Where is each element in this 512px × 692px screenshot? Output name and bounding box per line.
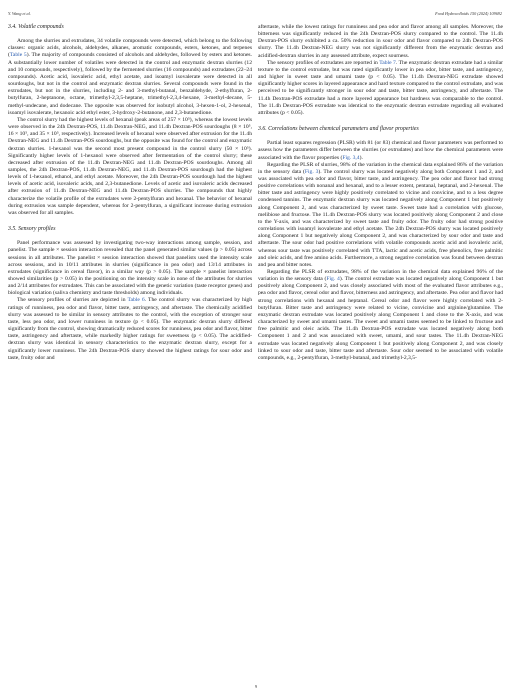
paragraph: Among the slurries and extrudates, 34 volatile compounds were detected, which belong to the following classes: organic acids, alcohols, aldehydes, alkanes, aromatic compounds, esters, ketones, and terpenes (Table 5). The majority of compounds consisted of alcohols and aldehydes, followed by esters and ketones. A substantially lower number of volatiles were detected in the control and enzymatic dextran slurries (12 and 10 compounds, respectively), followed by the fermented slurries (16 compounds) and extrudates (22–24 compounds). Acetic acid, isovaleric acid, ethyl acetate, and isoamyl isovalerate were detected in all sourdoughs, but not in the control and enzymatic dextran slurries. Several compounds were found in the extrudates, but not in the slurries, including 2- and 3-methyl-butanal, benzaldehyde, 2-ethylfuran, 2-butylfuran, 2-heptanone, octane, trimethyl-2,3,5-heptane, trimethyl-2,3,4-hexane, 3-methyl-decane, 5-methyl-undecane, and dodecane. The opposite was observed for isobutyl alcohol, 3-hexen-1-ol, 2-hexenal, isoamyl isovalerate, hexanoic acid ethyl ester, 3-hydroxy-2-butanone, and 2,3-butanedione. (8, 38, 252, 116)
paragraph: aftertaste, while the lowest ratings for runniness and pea odor and flavor among all samples. Moreover, the bitterness was significantly reduced in the 24h Dextran-POS slurry compared to the control. The 11.4h Dextran-POS slurry exhibited a ca. 50% reduction in sour odor and flavor compared to 24h Dextran-POS slurry. The 11.4h Dextran-NEG slurry was not significantly different from the enzymatic dextran and acidified-dextran slurries in any assessed attribute, expect sourness. (258, 24, 503, 59)
paragraph: The sensory profiles of extrudates are reported in Table 7. The enzymatic dextran extrudate had a similar texture to the control extrudate, but was rated significantly lower in pea odor, bitter taste, and astringency, and higher in sweet taste and umami taste (p < 0.05). The 11.4h Dextran-NEG extrudate showed significantly higher scores in layered appearance and hard texture compared to the control extrudate, and was perceived to be significantly stronger in sour odor and taste, bitter taste, astringency, and aftertaste. The 11.4h Dextran-POS extrudate had a more layered appearance but hardness was comparable to the control. The 11.4h Dextran-POS extrudate was identical to the enzymatic dextran extrudate regarding all evaluated attributes (p < 0.05). (258, 59, 503, 116)
section-title-volatile-compounds: 3.4. Volatile compounds (8, 24, 64, 30)
paragraph: Partial least squares regression (PLSR) with 81 (or 83) chemical and flavor parameters was performed to assess how the parameters differ between the slurries (or extrudates) and how the chemical parameters were associated with the flavor properties (Fig. 3,4). (258, 140, 503, 161)
header-authors: Y. Wang et al. (8, 11, 31, 16)
paragraph: Regarding the PLSR of slurries, 98% of the variation in the chemical data explained 86% of the variation in the sensory data (Fig. 3). The control slurry was located negatively along both Component 1 and 2, and was associated with pea odor and flavor, bitter taste, and astringency. The pea odor and flavor had strong positive correlations with nonanal and hexanal, and to a lesser extent, pentanal, heptanal, and 2-hexenal. The bitter taste and astringency were highly positively correlated to vicine and convicine, and to a less degree condensed tannins. The enzymatic dextran slurry was located negatively along Component 1 but positively along Component 2, and was characterized by sweet taste. Sweet taste had a correlation with glucose, melibiose and fructose. The 11.4h Dextran-POS slurry was located positively along Component 2 and close to the Y-axis, and was characterized by sweet taste and fruity odor. The fruity odor had strong positive correlations with isoamyl isovalerate and ethyl acetate. The 24h Dextran-POS slurry was located positively along Component 1 but negatively along Component 2, and was characterized by sour odor and taste and aftertaste. The sour odor had positive correlations with volatile compounds acetic acid and isovaleric acid, whereas sour taste was positively correlated with TTA, lactic and acetic acids, free phenolics, free palmitic and oleic acids, and free amino acids. Furthermore, a strong negative correlation was found between dextran and pea and bitter notes. (258, 161, 503, 268)
table-link[interactable]: Table 6 (127, 297, 145, 304)
left-column (8, 24, 252, 362)
figure-link[interactable]: Fig. 3,4 (342, 154, 360, 161)
paragraph: The sensory profiles of slurries are depicted in Table 6. The control slurry was characterized by high ratings of runniness, pea odor and flavor, bitter taste, astringency, and aftertaste. The chemically acidified slurry was assessed to be similar in sensory attributes to the control, with the exception of stronger sour taste, less pea odor, and lower runniness in texture (p < 0.05). The enzymatic dextran slurry differed significantly from the control, showing dramatically reduced scores for runniness, pea odor and flavor, bitter taste, astringency and aftertaste, while markedly higher ratings for sweetness (p < 0.05). The acidified-dextran slurry was identical in sensory characteristics to the enzymatic dextran slurry, except for a significantly lower runniness. The 24h Dextran-POS slurry showed the highest ratings for sour odor and taste, fruity odor and (8, 297, 252, 361)
table-link[interactable]: Table 5 (9, 52, 27, 59)
header-journal: Food Hydrocolloids 150 (2024) 109692 (435, 11, 502, 16)
figure-link[interactable]: Fig. 4 (326, 276, 340, 283)
paragraph: Regarding the PLSR of extrudates, 98% of the variation in the chemical data explained 96% of the variation in the sensory data (Fig. 4). The control extrudate was located negatively along Component 1 but positively along Component 2, and was closely associated with most of the evaluated flavor attributes e.g., pea odor and flavor, cereal odor and flavor, bitterness and astringency, and aftertaste. Pea odor and flavor had strong correlations with hexanal and heptanal. Cereal odor and flavor were highly correlated with 2-butylfuran. Bitter taste and astringency were related to vicine, convicine and arginine/glutamine. The enzymatic dextran extrudate was located positively along Component 1 and close to the X-axis, and was characterized by sweet and umami tastes. The sweet and umami tastes seemed to be linked to fructose and free palmitic and oleic acids. The 11.4h Dextran-POS extrudate was located negatively along both Component 1 and 2 and was associated with sweet, umami, and sour tastes. The 11.4h Dextran-NEG extrudate was located negatively along Component 1 but positively along Component 2, and was closely linked to sour odor and taste, bitter taste and aftertaste. Sour odor seemed to be associated with volatile compounds, e.g., 2-pentylfuran, 3-methyl-butanal, and trimethyl-2,3,5- (258, 269, 503, 361)
page-number: 9 (254, 684, 258, 689)
section-title-correlations: 3.6. Correlations between chemical parameters and flavor properties (258, 126, 419, 133)
right-column (258, 24, 503, 362)
table-link[interactable]: Table 7 (379, 59, 396, 66)
figure-link[interactable]: Fig. 3 (304, 168, 319, 175)
section-title-sensory-profiles: 3.5. Sensory profiles (8, 226, 56, 233)
paragraph: Panel performance was assessed by investigating two-way interactions among sample, session, and panelist. The sample × session interaction revealed that the panel generated similar values (p > 0.05) across sessions in all attributes. The panelist × session interaction showed that panelists used the intensity scale across sessions, and in 10/11 attributes in slurries (significance in pea odor) and 13/14 attributes in extrudates (significance in cereal flavor), in a similar way (p > 0.05). The sample × panelist interaction showed similarities (p > 0.05) in the positioning on the intensity scale in none of the attributes for slurries and 2/14 attributes for extrudates. This can be associated with the genetic variation (taste receptor genes) and biological variation (saliva chemistry and taste thresholds) among individuals. (8, 240, 252, 297)
paragraph: The control slurry had the highest levels of hexanal (peak areas of 257 × 10⁵), whereas the lowest levels were observed in the 24h Dextran-POS, 11.4h Dextran-NEG, and 11.4h Dextran-POS sourdoughs (8 × 10⁵, 16 × 10⁵, and 35 × 10⁵, respectively). Increased levels of hexanal were observed after extrusion for the 11.4h Dextran-NEG and 11.4h Dextran-POS sourdoughs, but the opposite was found for the control and enzymatic dextran slurries. 1-hexanol was the second most present compound in the control slurry (50 × 10⁵). Significantly higher levels of 1-hexanol were observed after fermentation of the control slurry; these decreased after extrusion of the 11.4h Dextran-NEG and 11.4h Dextran-POS sourdoughs. Among all samples, the 24h Dextran-POS, 11.4h Dextran-NEG, and 11.4h Dextran-POS sourdough had the highest levels of 1-hexanol, ethanol, and ethyl acetate. Moreover, the 24h Dextran-POS sourdough had the highest levels of acetic acid, isovaleric acids, and 2,3-butanedione. Levels of acetic and isovaleric acids decreased after extrusion of 11.4h Dextran-NEG and 11.4h Dextran-POS slurries. The compounds that highly characterize the volatile profile of the extrudates were 2-pentylfuran and hexanal. The behavior of hexanal during extrusion was sample dependent, whereas for 2-pentylfuran, a significant increase during extrusion was observed for all samples. (8, 116, 252, 216)
